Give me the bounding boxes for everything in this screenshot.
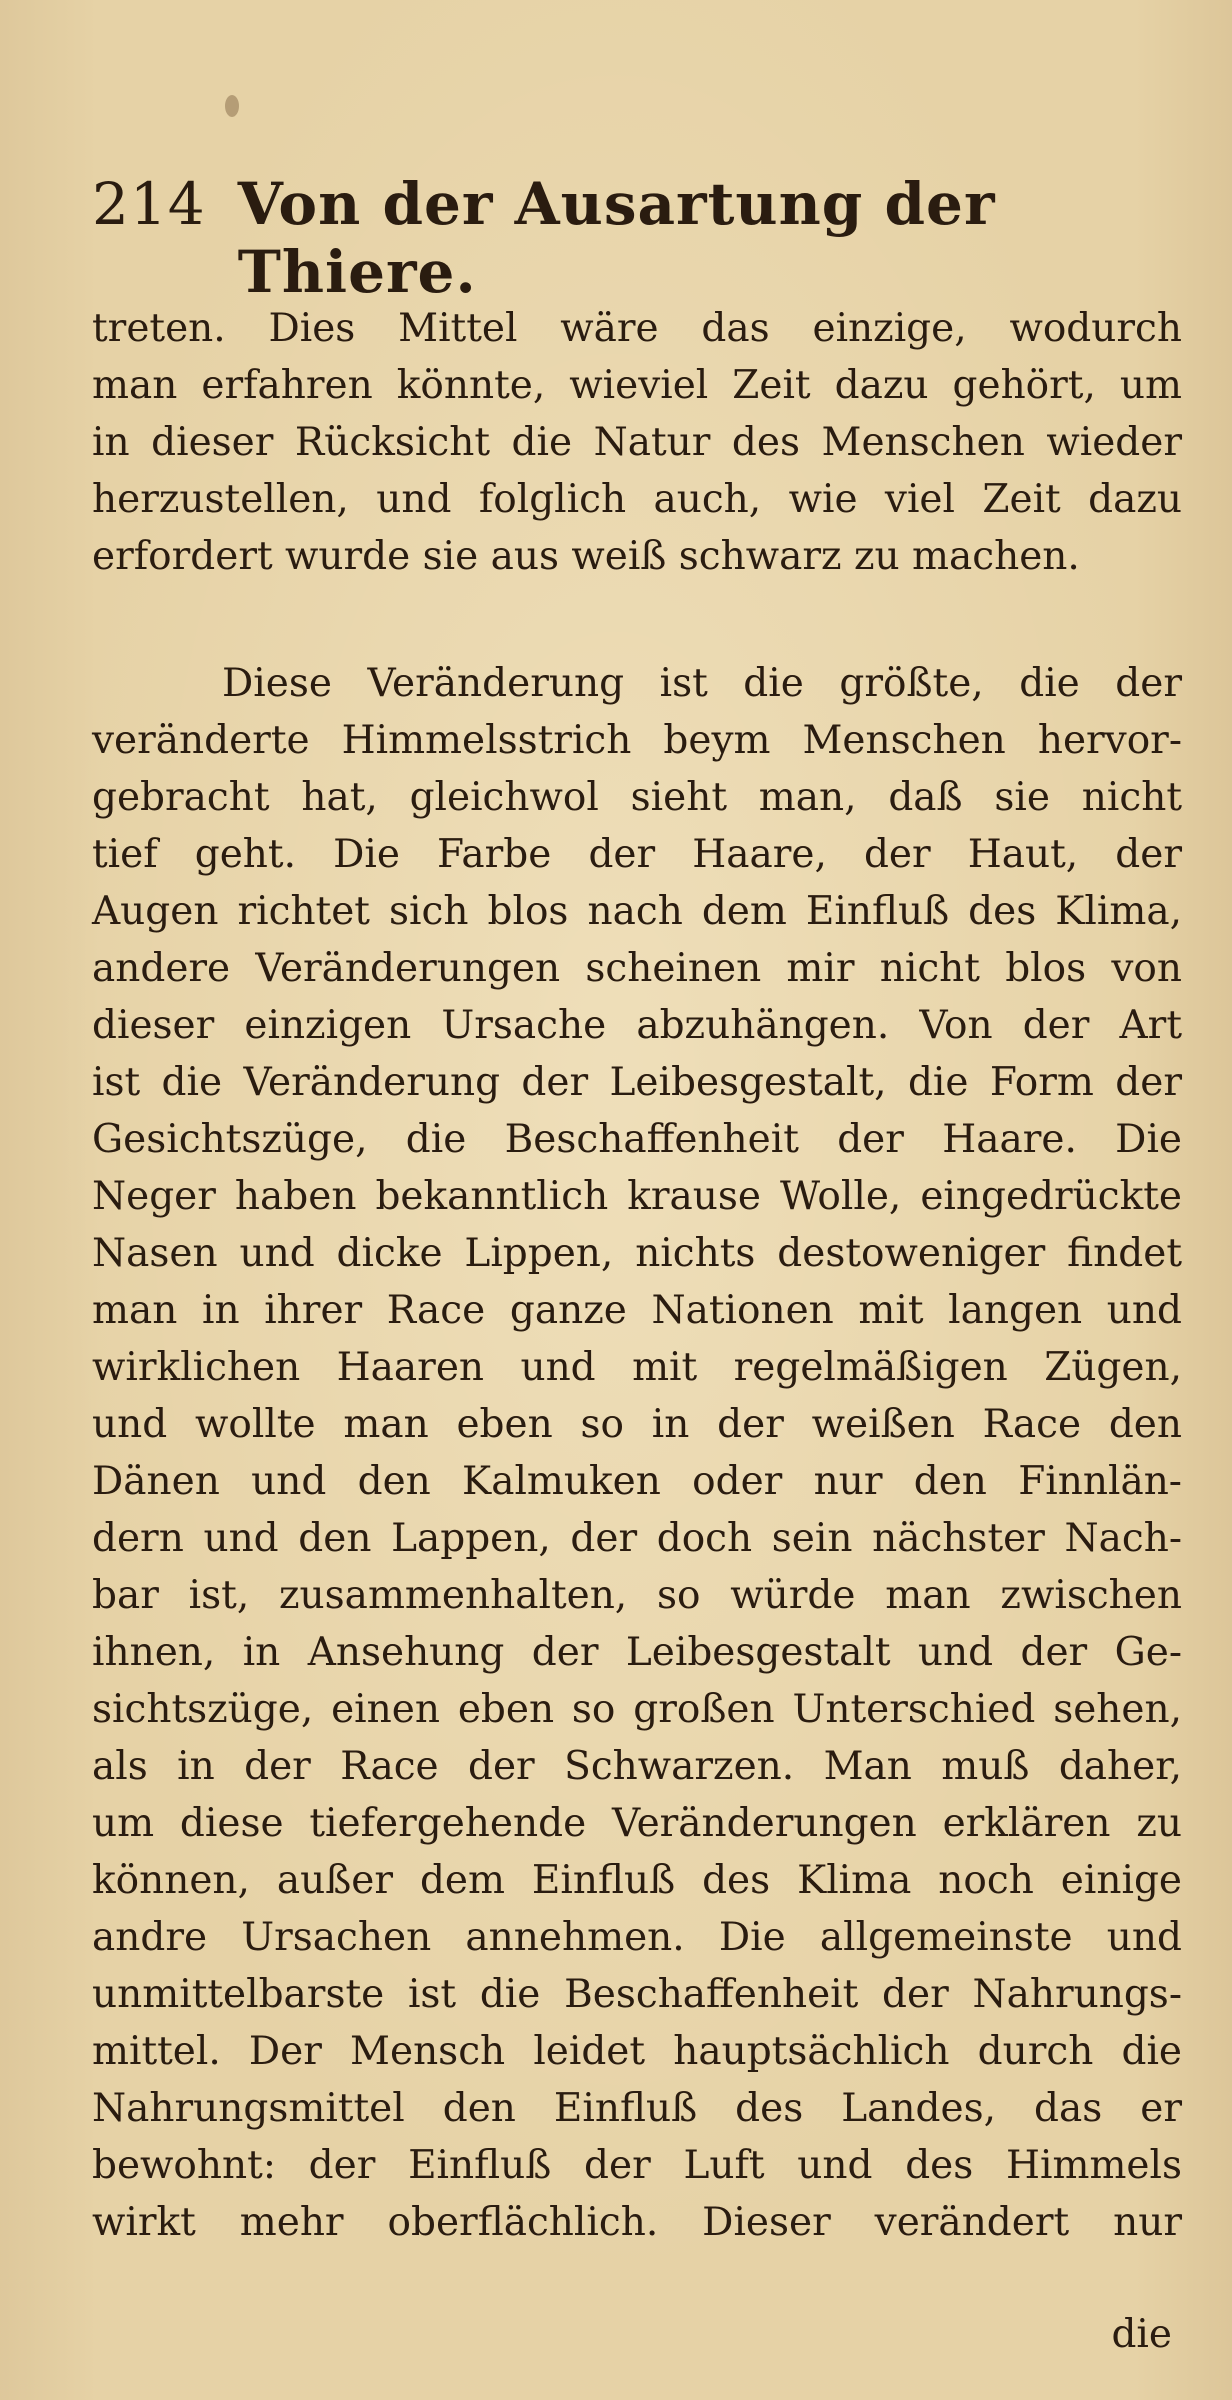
text-line: tief geht. Die Farbe der Haare, der Haut, der xyxy=(92,832,1182,877)
paragraph-1 xyxy=(92,300,1182,585)
text-line: Neger haben bekanntlich krause Wolle, eingedrückte xyxy=(92,1174,1182,1219)
text-line: und wollte man eben so in der weißen Race den xyxy=(92,1402,1182,1447)
text-line: bewohnt: der Einfluß der Luft und des Himmels xyxy=(92,2143,1182,2188)
text-line: in dieser Rücksicht die Natur des Menschen wieder xyxy=(92,420,1182,465)
text-line: mittel. Der Mensch leidet hauptsächlich durch die xyxy=(92,2029,1182,2074)
page-header xyxy=(92,170,1232,306)
catchword: die xyxy=(1111,2312,1172,2357)
text-line: ist die Veränderung der Leibesgestalt, die Form der xyxy=(92,1060,1182,1105)
text-line: dieser einzigen Ursache abzuhängen. Von der Art xyxy=(92,1003,1182,1048)
text-line: erfordert wurde sie aus weiß schwarz zu machen. xyxy=(92,534,1080,579)
text-line: man erfahren könnte, wieviel Zeit dazu gehört, um xyxy=(92,363,1182,408)
text-line: um diese tiefergehende Veränderungen erklären zu xyxy=(92,1801,1182,1846)
text-line: sichtszüge, einen eben so großen Unterschied sehen, xyxy=(92,1687,1182,1732)
text-line: unmittelbarste ist die Beschaffenheit der Nahrungs- xyxy=(92,1972,1182,2017)
text-line: gebracht hat, gleichwol sieht man, daß sie nicht xyxy=(92,775,1182,820)
text-line: Diese Veränderung ist die größte, die der xyxy=(222,661,1182,706)
running-title: Von der Ausartung der Thiere. xyxy=(237,170,996,306)
text-line: bar ist, zusammenhalten, so würde man zwischen xyxy=(92,1573,1182,1618)
page-number: 214 xyxy=(92,170,206,238)
text-line: treten. Dies Mittel wäre das einzige, wodurch xyxy=(92,306,1182,351)
text-line: andre Ursachen annehmen. Die allgemeinste und xyxy=(92,1915,1182,1960)
text-line: Nahrungsmittel den Einfluß des Landes, das er xyxy=(92,2086,1182,2131)
text-line: wirklichen Haaren und mit regelmäßigen Zügen, xyxy=(92,1345,1182,1390)
text-line: Gesichtszüge, die Beschaffenheit der Haare. Die xyxy=(92,1117,1182,1162)
text-line: Dänen und den Kalmuken oder nur den Finnlän- xyxy=(92,1459,1182,1504)
paragraph-2 xyxy=(92,655,1182,2251)
text-line: herzustellen, und folglich auch, wie viel Zeit dazu xyxy=(92,477,1182,522)
text-line: man in ihrer Race ganze Nationen mit langen und xyxy=(92,1288,1182,1333)
ink-stain xyxy=(225,95,239,117)
text-line: Augen richtet sich blos nach dem Einfluß des Klima, xyxy=(92,889,1182,934)
text-line: wirkt mehr oberflächlich. Dieser verändert nur xyxy=(92,2200,1182,2245)
text-line: ihnen, in Ansehung der Leibesgestalt und der Ge- xyxy=(92,1630,1182,1675)
text-line: veränderte Himmelsstrich beym Menschen hervor- xyxy=(92,718,1182,763)
text-line: Nasen und dicke Lippen, nichts destoweniger findet xyxy=(92,1231,1182,1276)
text-line: als in der Race der Schwarzen. Man muß daher, xyxy=(92,1744,1182,1789)
text-line: andere Veränderungen scheinen mir nicht blos von xyxy=(92,946,1182,991)
text-line: dern und den Lappen, der doch sein nächster Nach- xyxy=(92,1516,1182,1561)
text-line: können, außer dem Einfluß des Klima noch einige xyxy=(92,1858,1182,1903)
